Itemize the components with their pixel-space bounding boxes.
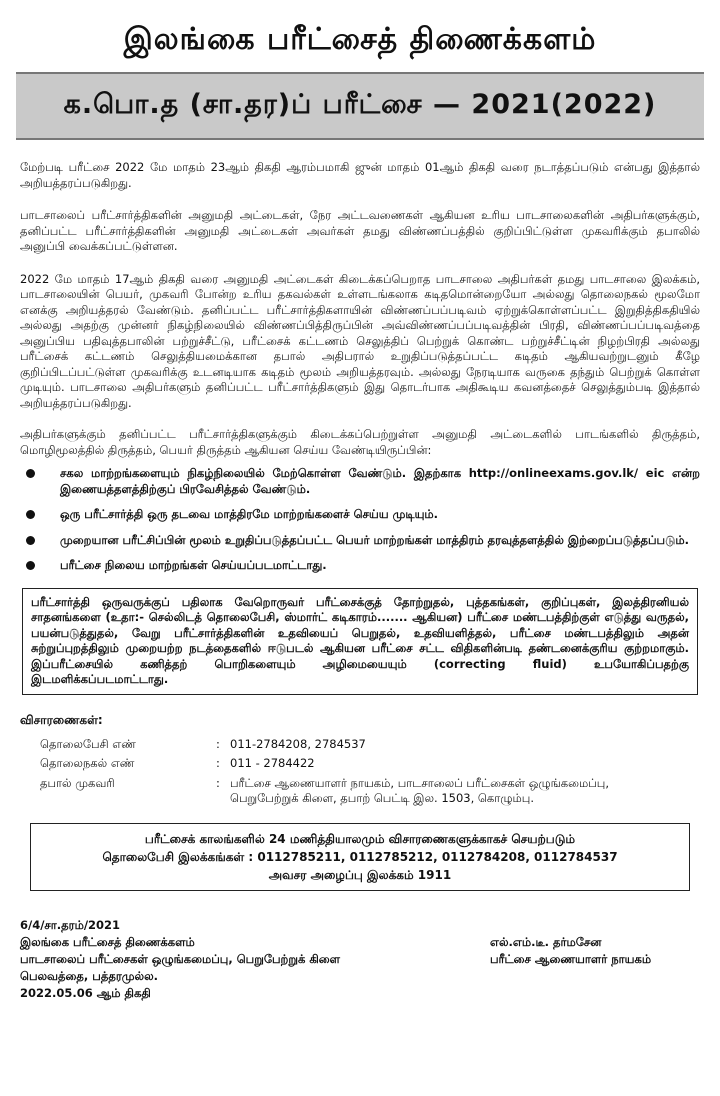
contact-label: தபால் முகவரி	[40, 775, 115, 790]
table-row	[40, 774, 660, 809]
reference-number: 6/4/சா.தரம்/2021	[20, 917, 121, 932]
bullet-icon	[26, 510, 35, 519]
contacts-table	[40, 735, 660, 809]
contact-value: 011 - 2784422	[230, 756, 315, 770]
hotline-numbers: தொலைபேசி இலக்கங்கள் : 0112785211, 0112785212, 0112784208, 0112784537	[102, 849, 618, 864]
contact-colon: :	[216, 756, 220, 770]
list-item: பரீட்சை நிலைய மாற்றங்கள் செய்யப்படமாட்டாது.	[20, 558, 700, 574]
table-row	[40, 735, 660, 755]
contact-value: பரீட்சை ஆணையாளர் நாயகம், பாடசாலைப் பரீட்சைகள் ஒழுங்கமைப்பு, பெறுபேற்றுக் கிளை, தபாற் பெட்டி இல. 1503, கொழும்பு.	[230, 775, 609, 805]
table-row	[40, 754, 660, 774]
footer-department: இலங்கை பரீட்சைத் திணைக்களம்	[20, 934, 195, 949]
bullet-icon	[26, 469, 35, 478]
signatory-title: பரீட்சை ஆணையாளர் நாயகம்	[490, 951, 652, 966]
exam-title-banner	[16, 72, 704, 140]
list-item: சகல மாற்றங்களையும் நிகழ்நிலையில் மேற்கொள்ள வேண்டும். இதற்காக http://onlineexams.gov.lk/ eic என்ற இணையத்தளத்திற்குப் பிரவேசித்தல் வேண்டும்.	[20, 466, 700, 497]
warning-box: பரீட்சார்த்தி ஒருவருக்குப் பதிலாக வேறொருவர் பரீட்சைக்குத் தோற்றுதல், புத்தகங்கள், குறிப்புகள், இலத்திரனியல் சாதனங்களை (உதா:- செல்லிடத் தொலைபேசி, ஸ்மார்ட் கடிகாரம்....... ஆகியன) பரீட்சை மண்டபத்திற்குள் எடுத்து வருதல், பயன்படுத்துதல், வேறு பரீட்சார்த்திகளின் உதவியைப் பெறுதல், உதவியளித்தல், பரீட்சை மண்டபத்திலும் அதன் சுற்றுப்புறத்திலும் முறையற்ற நடத்தைகளில் ஈடுபடல் ஆகியன பரீட்சை சட்ட விதிகளின்படி தண்டனைக்குரிய குற்றமாகும். இப்பரீட்சையில் கணித்தற் பொறிகளையும் அழிமையையும் (correcting fluid) உபயோகிப்பதற்கு இடமளிக்கப்படமாட்டாது.	[22, 588, 698, 695]
exam-title: க.பொ.த (சா.தர)ப் பரீட்சை — 2021(2022)	[63, 88, 657, 120]
paragraph-corrections: அதிபர்களுக்கும் தனிப்பட்ட பரீட்சார்த்திகளுக்கும் கிடைக்கப்பெற்றுள்ள அனுமதி அட்டைகளில் பாடங்களில் திருத்தம், மொழிமூலத்தில் திருத்தம், பெயர் திருத்தம் ஆகியன செய்ய வேண்டியிருப்பின்:	[20, 427, 700, 457]
paragraph-exam-dates: மேற்படி பரீட்சை 2022 மே மாதம் 23ஆம் திகதி ஆரம்பமாகி ஜுன் மாதம் 01ஆம் திகதி வரை நடாத்தப்படும் என்பது இத்தால் அறியத்தரப்படுகிறது.	[20, 160, 700, 190]
inquiries-title: விசாரணைகள்:	[20, 712, 103, 727]
contact-colon: :	[216, 736, 220, 751]
corrections-list	[16, 466, 704, 574]
footer	[20, 917, 700, 1002]
signatory-name: எல்.எம்.டீ. தர்மசேன	[490, 934, 602, 949]
contact-label: தொலைநகல் எண்	[40, 756, 135, 770]
footer-signatory	[490, 934, 700, 1002]
hotline-line: பரீட்சைக் காலங்களில் 24 மணித்தியாலமும் விசாரணைகளுக்காகச் செயற்படும்	[144, 831, 576, 846]
footer-date: 2022.05.06 ஆம் திகதி	[20, 985, 151, 1000]
hotline-box	[30, 823, 690, 891]
emergency-number: அவசர அழைப்பு இலக்கம் 1911	[268, 867, 452, 882]
list-item: ஒரு பரீட்சார்த்தி ஒரு தடவை மாத்திரமே மாற்றங்களைச் செய்ய முடியும்.	[20, 507, 700, 523]
contact-colon: :	[216, 775, 220, 790]
footer-reference	[20, 917, 340, 1002]
paragraph-missing-cards: 2022 மே மாதம் 17ஆம் திகதி வரை அனுமதி அட்டைகள் கிடைக்கப்பெறாத பாடசாலை அதிபர்கள் தமது பாடசாலை இலக்கம், பாடசாலையின் பெயர், முகவரி போன்ற உரிய தகவல்கள் உள்ளடங்கலாக கடிதமொன்றையோ அல்லது தொலைநகல் மூலமோ எனக்கு அறியத்தரல் வேண்டும். தனிப்பட்ட பரீட்சார்த்திகளாயின் விண்ணப்பப்படிவம் ஏற்றுக்கொள்ளப்பட்ட இறுதித்திகதியில் அல்லது அதற்கு முன்னர் நிகழ்நிலையில் விண்ணப்பித்திருப்பின் அவ்விண்ணப்பப்படிவத்தின் பிரதி, விண்ணப்பப்படிவத்தை அனுப்பிய பதிவுத்தபாலின் பற்றுச்சீட்டு, பரீட்சைக் கட்டணம் செலுத்திப் பெற்றுக் கொண்ட பற்றுச்சீட்டின் நிழற்பிரதி அல்லது பரீட்சைக் கட்டணம் செலுத்தியமைக்கான தபால் அதிபரால் உறுதிப்படுத்தப்பட்ட கடிதம் ஆகியவற்றுடனும் கீழே குறிப்பிடப்பட்டுள்ள முகவரிக்கு உடனடியாக கடிதம் மூலம் அறியத்தரவும். அல்லது நேரடியாக வருகை தந்தும் பெற்றுக் கொள்ள முடியும். பாடசாலை அதிபர்களும் தனிப்பட்ட பரீட்சார்த்திகளும் இது தொடர்பாக அதிகூடிய கவனத்தைச் செலுத்தும்படி இத்தால் அறியத்தரப்படுகிறது.	[20, 271, 700, 410]
contact-label: தொலைபேசி எண்	[40, 736, 136, 751]
bullet-icon	[26, 561, 35, 570]
list-item: முறையான பரீட்சிப்பின் மூலம் உறுதிப்படுத்தப்பட்ட பெயர் மாற்றங்கள் மாத்திரம் தரவுத்தளத்தில் இற்றைப்படுத்தப்படும்.	[20, 533, 700, 549]
footer-branch: பாடசாலைப் பரீட்சைகள் ஒழுங்கமைப்பு, பெறுபேற்றுக் கிளை	[20, 951, 341, 966]
department-title: இலங்கை பரீட்சைத் திணைக்களம்	[123, 22, 597, 57]
bullet-icon	[26, 536, 35, 545]
paragraph-admission-cards: பாடசாலைப் பரீட்சார்த்திகளின் அனுமதி அட்டைகள், நேர அட்டவணைகள் ஆகியன உரிய பாடசாலைகளின் அதிபர்களுக்கும், தனிப்பட்ட பரீட்சார்த்திகளின் அனுமதி அட்டைகள் அவர்கள் தமது விண்ணப்பத்தில் குறிப்பிட்டுள்ள முகவரிக்கும் தபாலில் அனுப்பி வைக்கப்பட்டுள்ளன.	[20, 208, 700, 253]
contact-value: 011-2784208, 2784537	[230, 736, 366, 751]
footer-location: பெலவத்தை, பத்தரமுல்ல.	[20, 968, 159, 983]
